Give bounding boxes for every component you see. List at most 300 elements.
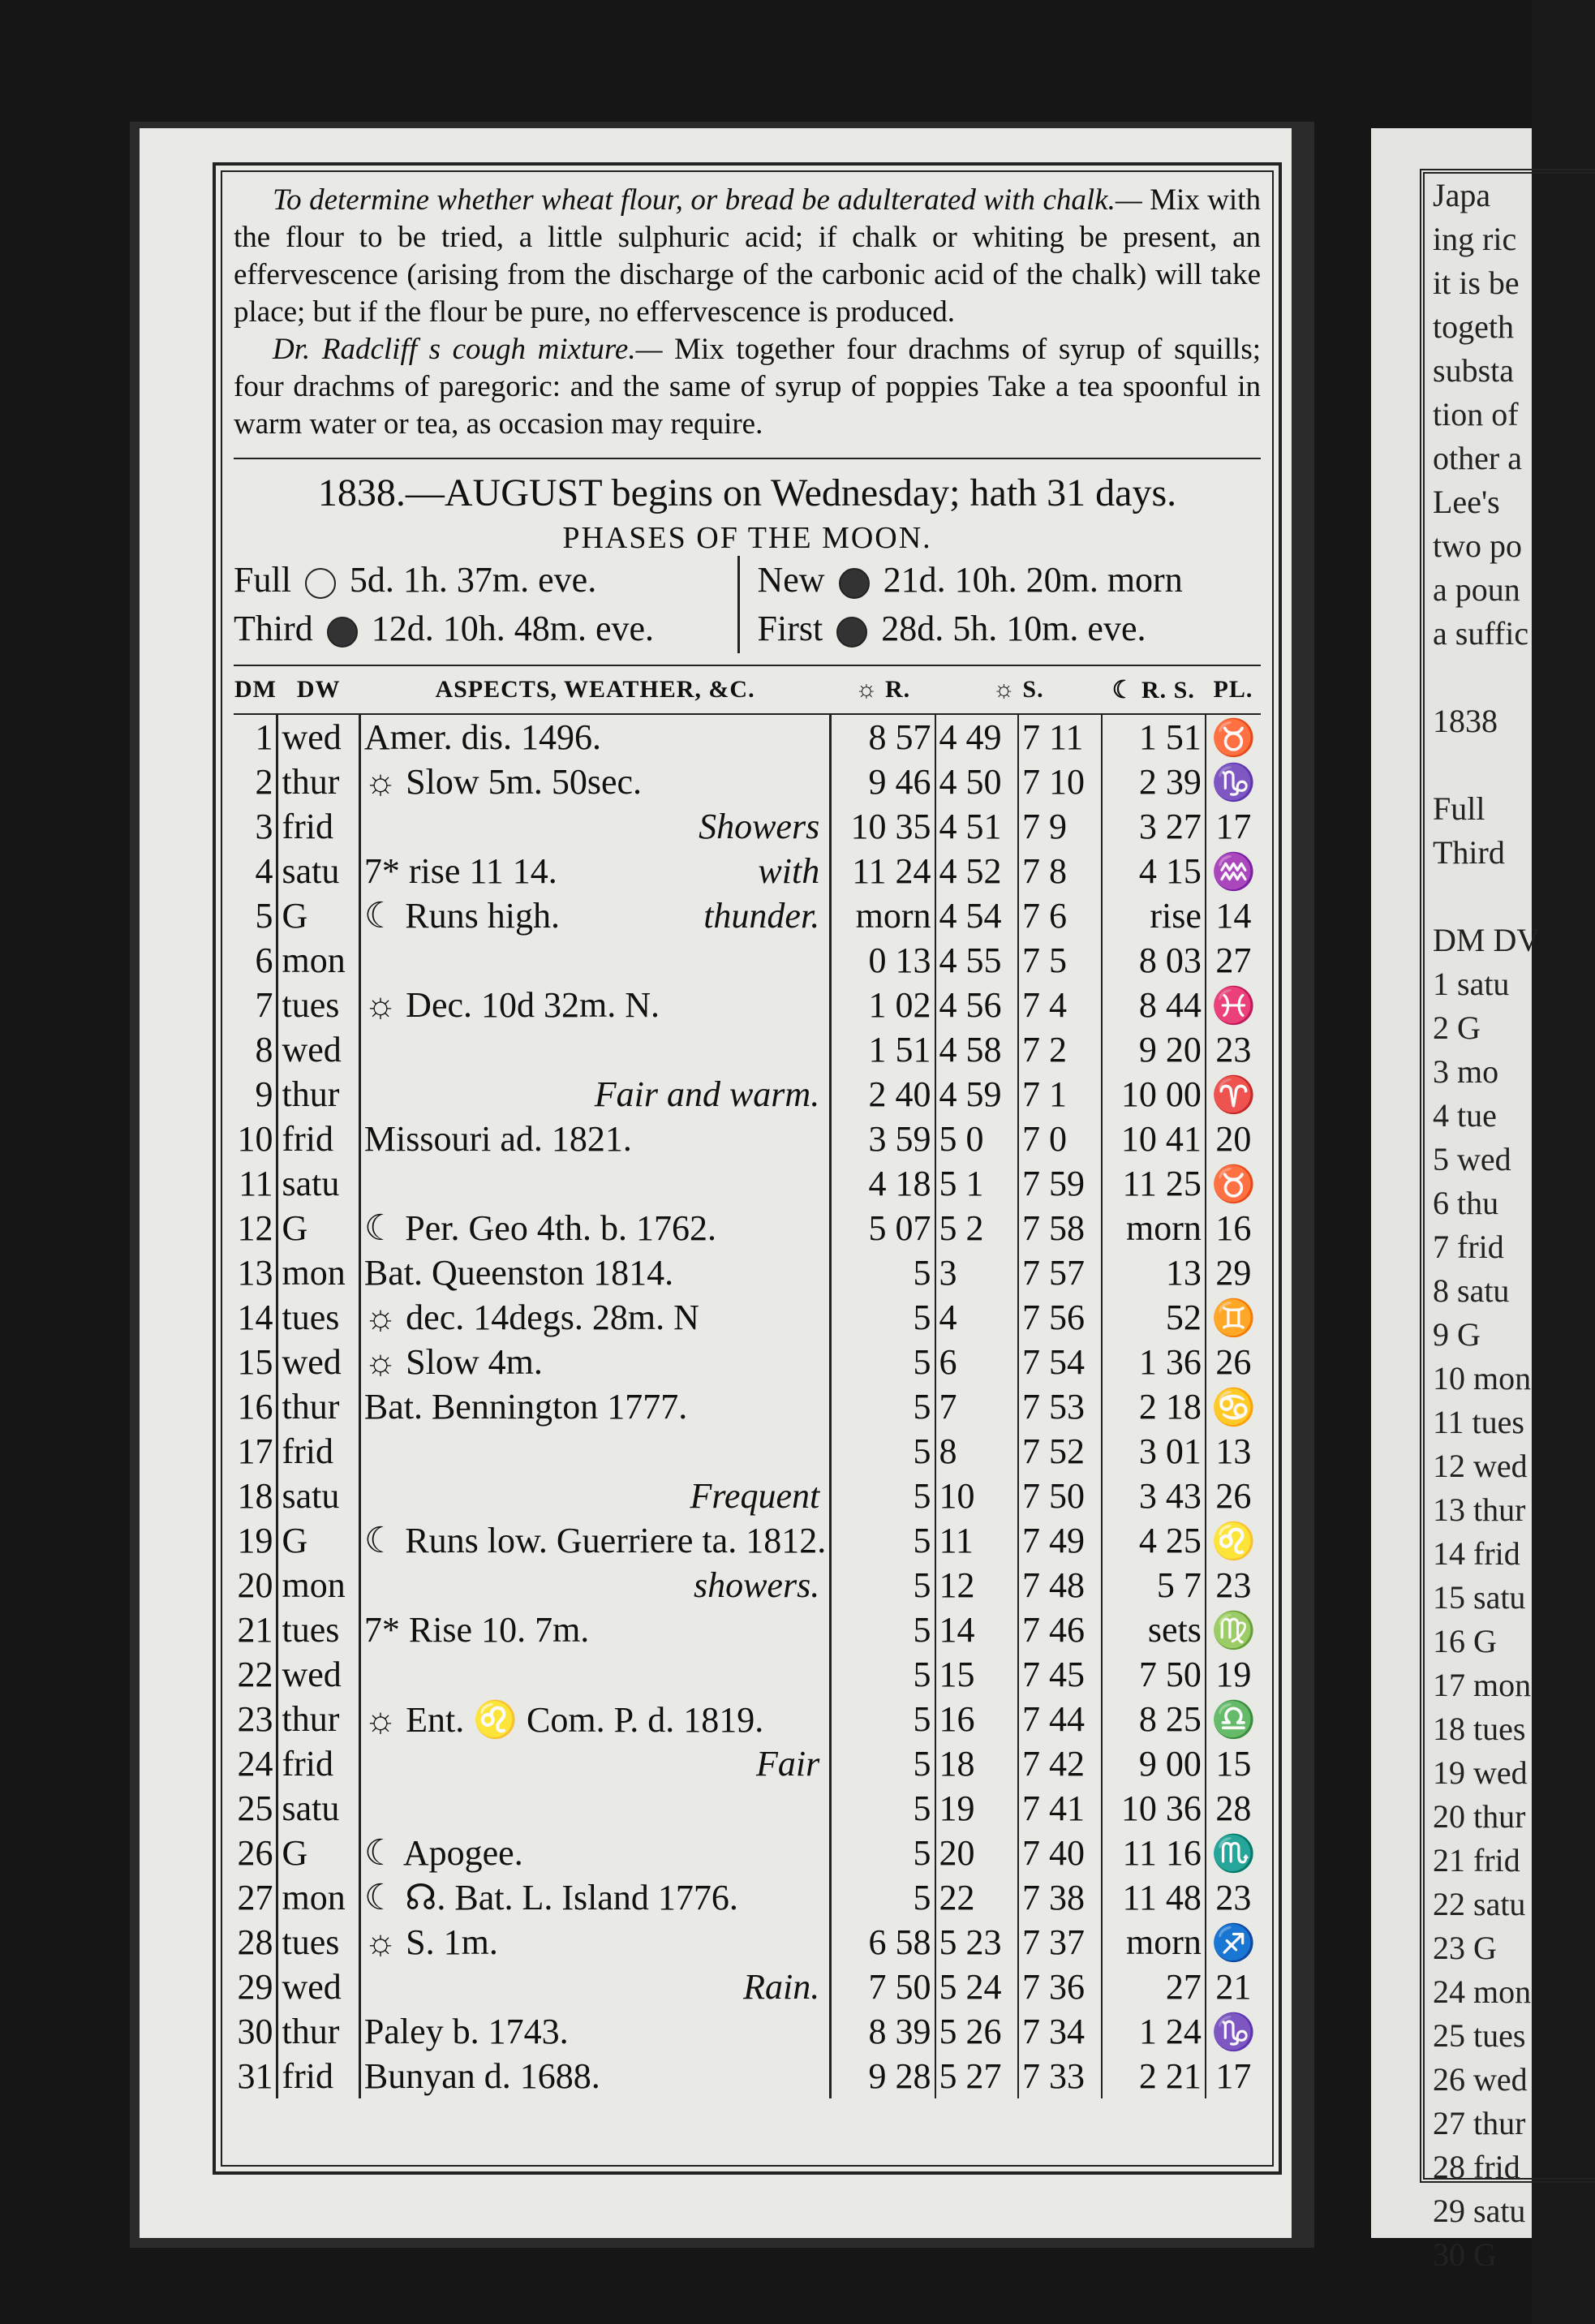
moon-place: ♒ (1211, 851, 1256, 892)
moon-south-time: 5 (831, 1474, 935, 1518)
facing-page-line: 23 G (1433, 1930, 1497, 1966)
weather-text: showers. (693, 1565, 820, 1605)
sun-set: 7 45 (1018, 1652, 1102, 1697)
sun-rise: 5 2 (935, 1206, 1019, 1250)
aspects-weather (359, 714, 830, 760)
sun-rise: 4 51 (935, 804, 1019, 849)
moon-south-time: 5 (831, 1340, 935, 1384)
aspects-weather (359, 2009, 830, 2054)
moon-place: 27 (1215, 940, 1252, 980)
sun-rise: 4 58 (935, 1027, 1019, 1072)
aspect-text: 7* rise 11 14. (363, 851, 557, 891)
moon-rise-set: sets (1102, 1607, 1206, 1652)
day-of-month: 6 (234, 938, 277, 983)
moon-south-time: 5 (831, 1652, 935, 1697)
day-of-month: 20 (234, 1563, 277, 1607)
sun-set: 7 1 (1018, 1072, 1102, 1117)
divider (234, 458, 1261, 459)
day-of-week: wed (277, 1027, 359, 1072)
calendar-row (234, 1518, 1261, 1563)
facing-page-line (1433, 875, 1595, 919)
aspect-text: Bat. Bennington 1777. (363, 1387, 688, 1427)
aspects-weather (359, 1563, 830, 1607)
aspects-weather (359, 1027, 830, 1072)
facing-page-line: 2 G (1433, 1009, 1481, 1046)
facing-page-line: 12 wed (1433, 1448, 1528, 1484)
day-of-month: 3 (234, 804, 277, 849)
moon-south-time: 5 (831, 1563, 935, 1607)
sun-set: 7 34 (1018, 2009, 1102, 2054)
recipe-2 (234, 331, 1261, 443)
aspect-text: ☼ Slow 5m. 50sec. (363, 762, 643, 802)
col-aspects: ASPECTS, WEATHER, &C. (359, 665, 830, 714)
facing-page-line: 21 frid (1433, 1842, 1520, 1879)
phase-third (234, 605, 737, 653)
facing-page-line: other a (1433, 440, 1522, 476)
moon-phases (234, 556, 1261, 653)
facing-page-line: tion of (1433, 396, 1519, 433)
recipe-1-text: Mix with the flour to be tried, a little sulphuric acid; if chalk or whiting be present, an effervescence (arising from the discharge of the carbonic acid of the chalk) will take place; but if the flour be pure, no effervescence is produced. (234, 183, 1261, 329)
day-of-month: 9 (234, 1072, 277, 1117)
col-dm: DM (234, 665, 277, 714)
calendar-row (234, 1429, 1261, 1474)
moon-place: ♑ (1211, 2012, 1256, 2052)
moon-rise-set: 8 25 (1102, 1697, 1206, 1741)
aspect-text: ☼ S. 1m. (363, 1922, 498, 1962)
moon-place: ♐ (1211, 1922, 1256, 1963)
calendar-row (234, 849, 1261, 893)
recipe-1-title: To determine whether wheat flour, or bread be adulterated with chalk.— (273, 183, 1142, 217)
facing-page-line: 14 frid (1433, 1535, 1520, 1572)
moon-place: ♎ (1211, 1699, 1256, 1740)
aspects-weather (359, 1250, 830, 1295)
page-frame (213, 162, 1282, 2175)
aspects-weather (359, 1206, 830, 1250)
moon-south-time: 3 59 (831, 1117, 935, 1161)
day-of-month: 30 (234, 2009, 277, 2054)
sun-rise: 10 (935, 1474, 1019, 1518)
day-of-week: thur (277, 1072, 359, 1117)
day-of-month: 21 (234, 1607, 277, 1652)
col-pl: PL. (1206, 665, 1261, 714)
calendar-row (234, 1697, 1261, 1741)
facing-page-line: 28 frid (1433, 2149, 1520, 2185)
facing-page-line: 4 tue (1433, 1097, 1497, 1134)
moon-rise-set: 3 27 (1102, 804, 1206, 849)
calendar-row (234, 1384, 1261, 1429)
calendar-row (234, 1117, 1261, 1161)
day-of-week: satu (277, 1161, 359, 1206)
day-of-month: 4 (234, 849, 277, 893)
facing-page-line: ing ric (1433, 221, 1517, 257)
aspects-weather (359, 1831, 830, 1875)
sun-set: 7 44 (1018, 1697, 1102, 1741)
sun-rise: 4 52 (935, 849, 1019, 893)
moon-place: ♏ (1211, 1833, 1256, 1874)
moon-place: 29 (1215, 1253, 1252, 1293)
moon-rise-set: morn (1102, 1206, 1206, 1250)
day-of-month: 13 (234, 1250, 277, 1295)
sun-set: 7 6 (1018, 893, 1102, 938)
facing-page-line: a suffic (1433, 615, 1529, 652)
day-of-week: G (277, 1518, 359, 1563)
moon-rise-set: 10 00 (1102, 1072, 1206, 1117)
day-of-week: tues (277, 983, 359, 1027)
facing-page-line: Japa (1433, 177, 1491, 213)
day-of-week: thur (277, 1384, 359, 1429)
moon-rise-set: 7 50 (1102, 1652, 1206, 1697)
aspects-weather (359, 760, 830, 804)
day-of-month: 16 (234, 1384, 277, 1429)
moon-place: 17 (1215, 807, 1252, 846)
recipe-2-title: Dr. Radcliff s cough mixture.— (273, 333, 663, 366)
calendar-row (234, 2054, 1261, 2098)
facing-page-text (1420, 169, 1595, 2273)
moon-place: 26 (1215, 1342, 1252, 1382)
facing-page-line: 26 wed (1433, 2061, 1528, 2098)
moon-place: ♈ (1211, 1074, 1256, 1115)
aspects-weather (359, 938, 830, 983)
moon-place: 19 (1215, 1655, 1252, 1694)
sun-set: 7 46 (1018, 1607, 1102, 1652)
calendar-row (234, 1161, 1261, 1206)
sun-set: 7 54 (1018, 1340, 1102, 1384)
day-of-month: 27 (234, 1875, 277, 1920)
calendar-row (234, 893, 1261, 938)
facing-page-line: 6 thu (1433, 1185, 1499, 1221)
phase-first (758, 605, 1262, 653)
day-of-month: 29 (234, 1965, 277, 2009)
day-of-month: 11 (234, 1161, 277, 1206)
sun-rise: 4 56 (935, 983, 1019, 1027)
aspects-weather (359, 893, 830, 938)
day-of-week: tues (277, 1920, 359, 1965)
moon-rise-set: 27 (1102, 1965, 1206, 2009)
col-dw: DW (277, 665, 359, 714)
sun-rise: 12 (935, 1563, 1019, 1607)
day-of-month: 5 (234, 893, 277, 938)
sun-set: 7 11 (1018, 714, 1102, 760)
calendar-header (234, 665, 1261, 714)
day-of-week: G (277, 1831, 359, 1875)
calendar-row (234, 1563, 1261, 1607)
phase-first-label: First (757, 609, 823, 648)
moon-rise-set: 8 03 (1102, 938, 1206, 983)
sun-set: 7 36 (1018, 1965, 1102, 2009)
aspect-text: ☾ Per. Geo 4th. b. 1762. (363, 1208, 717, 1248)
weather-text: Fair (755, 1744, 820, 1784)
moon-rise-set: 10 36 (1102, 1786, 1206, 1831)
day-of-week: wed (277, 1652, 359, 1697)
aspects-weather (359, 849, 830, 893)
moon-place: 13 (1215, 1431, 1252, 1471)
moon-rise-set: 1 51 (1102, 714, 1206, 760)
day-of-week: G (277, 1206, 359, 1250)
sun-set: 7 9 (1018, 804, 1102, 849)
weather-text: Showers (699, 807, 820, 846)
facing-page-line: 10 mon (1433, 1360, 1532, 1397)
facing-page-line: substa (1433, 352, 1514, 389)
day-of-week: frid (277, 1117, 359, 1161)
day-of-week: wed (277, 1965, 359, 2009)
sun-rise: 5 23 (935, 1920, 1019, 1965)
sun-set: 7 33 (1018, 2054, 1102, 2098)
facing-page-line: 15 satu (1433, 1579, 1526, 1616)
facing-page-line: 18 tues (1433, 1711, 1526, 1747)
facing-page-line: 7 frid (1433, 1229, 1504, 1265)
day-of-month: 12 (234, 1206, 277, 1250)
moon-rise-set: 52 (1102, 1295, 1206, 1340)
day-of-month: 18 (234, 1474, 277, 1518)
sun-rise: 15 (935, 1652, 1019, 1697)
facing-page-line: 27 thur (1433, 2105, 1526, 2141)
col-moon-rs: ☾ R. S. (1102, 665, 1206, 714)
moon-place: ♊ (1211, 1298, 1256, 1338)
facing-page-line: 13 thur (1433, 1491, 1526, 1528)
moon-south-time: 9 28 (831, 2054, 935, 2098)
facing-page-line: Lee's (1433, 484, 1500, 520)
aspects-weather (359, 1474, 830, 1518)
aspect-text: 7* Rise 10. 7m. (363, 1610, 590, 1650)
day-of-week: satu (277, 1474, 359, 1518)
aspect-text: ☼ dec. 14degs. 28m. N (363, 1298, 699, 1337)
calendar-row (234, 1920, 1261, 1965)
facing-page-fragment (1371, 128, 1541, 2273)
sun-set: 7 5 (1018, 938, 1102, 983)
aspect-text: ☾ ☊. Bat. L. Island 1776. (363, 1878, 738, 1917)
facing-page-line: 5 wed (1433, 1141, 1511, 1177)
moon-place: ♉ (1211, 717, 1256, 758)
phase-new (758, 556, 1262, 605)
moon-rise-set: 11 16 (1102, 1831, 1206, 1875)
sun-set: 7 42 (1018, 1741, 1102, 1786)
sun-rise: 5 1 (935, 1161, 1019, 1206)
day-of-week: mon (277, 1875, 359, 1920)
day-of-month: 1 (234, 714, 277, 760)
moon-rise-set: 3 43 (1102, 1474, 1206, 1518)
calendar-row (234, 938, 1261, 983)
moon-south-time: 5 07 (831, 1206, 935, 1250)
moon-place: ♋ (1211, 1387, 1256, 1427)
facing-page-line: Third (1433, 834, 1505, 871)
facing-page-line: 9 G (1433, 1316, 1481, 1353)
day-of-month: 28 (234, 1920, 277, 1965)
calendar-row (234, 804, 1261, 849)
moon-south-time: 5 (831, 1607, 935, 1652)
aspects-weather (359, 983, 830, 1027)
aspect-text: Amer. dis. 1496. (363, 717, 601, 757)
aspect-text: ☾ Runs low. Guerriere ta. 1812. (363, 1521, 827, 1560)
calendar-row (234, 1206, 1261, 1250)
sun-rise: 20 (935, 1831, 1019, 1875)
sun-set: 7 56 (1018, 1295, 1102, 1340)
calendar-row (234, 1831, 1261, 1875)
facing-page-line: 16 G (1433, 1623, 1497, 1659)
weather-text: Rain. (743, 1967, 820, 2007)
day-of-week: thur (277, 760, 359, 804)
month-heading: 1838.—AUGUST begins on Wednesday; hath 31 days. (317, 471, 1177, 514)
moon-rise-set: 2 39 (1102, 760, 1206, 804)
day-of-week: mon (277, 938, 359, 983)
sun-set: 7 41 (1018, 1786, 1102, 1831)
calendar-row (234, 1607, 1261, 1652)
aspects-weather (359, 1741, 830, 1786)
sun-set: 7 48 (1018, 1563, 1102, 1607)
facing-page-line: a poun (1433, 571, 1520, 608)
moon-place: 26 (1215, 1476, 1252, 1516)
aspects-weather (359, 1965, 830, 2009)
moon-rise-set: 10 41 (1102, 1117, 1206, 1161)
moon-south-time: 1 51 (831, 1027, 935, 1072)
day-of-month: 22 (234, 1652, 277, 1697)
day-of-month: 31 (234, 2054, 277, 2098)
moon-south-time: 5 (831, 1786, 935, 1831)
moon-south-time: 5 (831, 1250, 935, 1295)
sun-rise: 4 (935, 1295, 1019, 1340)
aspect-text: Bat. Queenston 1814. (363, 1253, 674, 1293)
moon-place: 14 (1215, 896, 1252, 936)
new-moon-icon (839, 568, 870, 599)
calendar-row (234, 1295, 1261, 1340)
moon-south-time: 5 (831, 1518, 935, 1563)
weather-text: with (758, 851, 820, 891)
moon-rise-set: 5 7 (1102, 1563, 1206, 1607)
moon-rise-set: 11 25 (1102, 1161, 1206, 1206)
moon-south-time: 9 46 (831, 760, 935, 804)
day-of-month: 8 (234, 1027, 277, 1072)
day-of-week: G (277, 893, 359, 938)
facing-page-line: 17 mon (1433, 1667, 1532, 1703)
moon-south-time: 0 13 (831, 938, 935, 983)
moon-south-time: 5 (831, 1384, 935, 1429)
sun-rise: 18 (935, 1741, 1019, 1786)
calendar-row (234, 2009, 1261, 2054)
moon-place: ♍ (1211, 1610, 1256, 1650)
moon-south-time: 5 (831, 1875, 935, 1920)
moon-south-time: 1 02 (831, 983, 935, 1027)
aspects-weather (359, 1920, 830, 1965)
aspects-weather (359, 2054, 830, 2098)
calendar-row (234, 1250, 1261, 1295)
facing-page-line: 11 tues (1433, 1404, 1524, 1440)
moon-rise-set: 4 25 (1102, 1518, 1206, 1563)
facing-page-line: 3 mo (1433, 1053, 1499, 1090)
moon-place: 23 (1215, 1878, 1252, 1917)
sun-set: 7 50 (1018, 1474, 1102, 1518)
aspect-text: ☾ Apogee. (363, 1833, 523, 1873)
moon-place: 21 (1215, 1967, 1252, 2007)
facing-page-line: 25 tues (1433, 2017, 1526, 2054)
facing-page-line: 19 wed (1433, 1754, 1528, 1791)
sun-rise: 5 27 (935, 2054, 1019, 2098)
facing-page-line: 1838 (1433, 703, 1498, 739)
sun-rise: 19 (935, 1786, 1019, 1831)
day-of-week: thur (277, 1697, 359, 1741)
day-of-week: mon (277, 1563, 359, 1607)
aspects-weather (359, 1875, 830, 1920)
facing-page-line: 22 satu (1433, 1886, 1526, 1922)
moon-place: 15 (1215, 1744, 1252, 1784)
day-of-month: 7 (234, 983, 277, 1027)
calendar-row (234, 1340, 1261, 1384)
sun-set: 7 4 (1018, 983, 1102, 1027)
sun-rise: 4 59 (935, 1072, 1019, 1117)
weather-text: Fair and warm. (594, 1074, 820, 1114)
moon-south-time: 5 (831, 1741, 935, 1786)
aspects-weather (359, 1384, 830, 1429)
aspects-weather (359, 1161, 830, 1206)
day-of-week: thur (277, 2009, 359, 2054)
sun-rise: 5 26 (935, 2009, 1019, 2054)
sun-rise: 4 54 (935, 893, 1019, 938)
moon-place: 23 (1215, 1030, 1252, 1069)
moon-south-time: morn (831, 893, 935, 938)
aspects-weather (359, 1697, 830, 1741)
sun-rise: 7 (935, 1384, 1019, 1429)
calendar-table (234, 665, 1261, 2098)
moon-south-time: 4 18 (831, 1161, 935, 1206)
facing-page-line (1433, 656, 1595, 699)
moon-place: ♉ (1211, 1164, 1256, 1204)
sun-rise: 8 (935, 1429, 1019, 1474)
sun-set: 7 52 (1018, 1429, 1102, 1474)
phases-title: PHASES OF THE MOON. (562, 521, 932, 555)
day-of-month: 19 (234, 1518, 277, 1563)
aspect-text: ☼ Slow 4m. (363, 1342, 543, 1382)
calendar-row (234, 714, 1261, 760)
calendar-row (234, 1027, 1261, 1072)
calendar-row (234, 983, 1261, 1027)
aspects-weather (359, 1295, 830, 1340)
almanac-page (140, 128, 1292, 2238)
moon-south-time: 10 35 (831, 804, 935, 849)
moon-rise-set: 9 20 (1102, 1027, 1206, 1072)
sun-set: 7 58 (1018, 1206, 1102, 1250)
day-of-week: mon (277, 1250, 359, 1295)
sun-set: 7 2 (1018, 1027, 1102, 1072)
sun-rise: 6 (935, 1340, 1019, 1384)
aspect-text: Bunyan d. 1688. (363, 2056, 600, 2096)
facing-page-line: it is be (1433, 265, 1520, 301)
sun-set: 7 49 (1018, 1518, 1102, 1563)
facing-page-line: 20 thur (1433, 1798, 1526, 1835)
calendar-row (234, 1965, 1261, 2009)
day-of-month: 2 (234, 760, 277, 804)
calendar-row (234, 1741, 1261, 1786)
moon-place: 16 (1215, 1208, 1252, 1248)
calendar-row (234, 760, 1261, 804)
phase-new-label: New (757, 560, 825, 600)
phase-third-value: 12d. 10h. 48m. eve. (371, 609, 655, 648)
day-of-month: 25 (234, 1786, 277, 1831)
sun-rise: 3 (935, 1250, 1019, 1295)
calendar-body (234, 714, 1261, 2098)
aspect-text: ☼ Dec. 10d 32m. N. (363, 985, 660, 1025)
sun-set: 7 0 (1018, 1117, 1102, 1161)
moon-south-time: 2 40 (831, 1072, 935, 1117)
day-of-week: frid (277, 2054, 359, 2098)
facing-page-line: togeth (1433, 308, 1514, 345)
sun-set: 7 59 (1018, 1161, 1102, 1206)
sun-rise: 22 (935, 1875, 1019, 1920)
day-of-month: 17 (234, 1429, 277, 1474)
moon-rise-set: 3 01 (1102, 1429, 1206, 1474)
moon-rise-set: 11 48 (1102, 1875, 1206, 1920)
phase-full (234, 556, 737, 605)
moon-south-time: 11 24 (831, 849, 935, 893)
aspects-weather (359, 1652, 830, 1697)
moon-rise-set: 13 (1102, 1250, 1206, 1295)
